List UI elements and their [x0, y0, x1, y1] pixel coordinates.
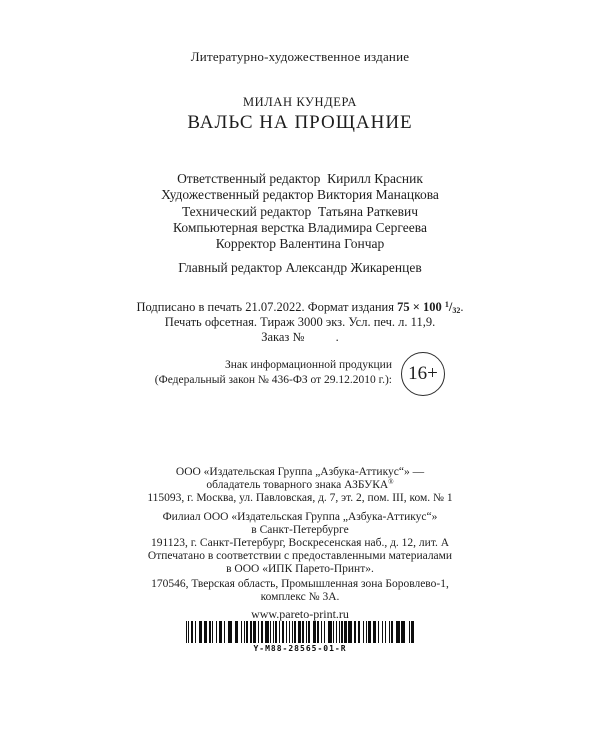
staff-line-art-editor: Художественный редактор Виктория Манацкова: [161, 187, 439, 203]
registered-trademark-symbol: ®: [388, 477, 394, 486]
print-info-block: [0, 300, 600, 345]
author-name: МИЛАН КУНДЕРА: [242, 95, 358, 109]
printing-address-line1: 170546, Тверская область, Промышленная зона Боровлево-1,: [151, 578, 449, 590]
publisher-company-name: ООО «Издательская Группа „Азбука-Аттикус“» —: [175, 466, 425, 478]
barcode-value: Y-M88-28565-01-R: [253, 644, 347, 653]
publisher-trademark-text: обладатель товарного знака АЗБУКА: [206, 478, 389, 491]
printing-address-block: [0, 578, 600, 604]
printing-statement-line: Отпечатано в соответствии с предоставленными материалами: [147, 550, 453, 562]
age-rating-badge: 16+: [401, 352, 445, 396]
print-format-prefix: Подписано в печать 21.07.2022. Формат издания: [136, 300, 398, 314]
staff-line-technical-editor: Технический редактор Татьяна Раткевич: [181, 203, 419, 219]
format-fraction-denominator: 32: [452, 306, 461, 315]
printing-company-line: в ООО «ИПК Парето-Принт».: [226, 562, 374, 575]
format-fraction-slash: /: [448, 300, 453, 314]
publisher-moscow-address: 115093, г. Москва, ул. Павловская, д. 7, эт. 2, пом. III, ком. № 1: [147, 491, 453, 504]
age-mark-line1: Знак информационной продукции: [225, 359, 392, 371]
branch-name-line: Филиал ООО «Издательская Группа „Азбука-Аттикус“»: [162, 511, 438, 523]
printer-website-url: www.pareto-print.ru: [251, 607, 349, 621]
barcode-bars: [186, 621, 414, 643]
print-format-period: .: [460, 300, 464, 314]
publisher-branch-block: [0, 511, 600, 550]
chief-editor-line: Главный редактор Александр Жикаренцев: [178, 260, 422, 275]
staff-line-managing-editor: Ответственный редактор Кирилл Красник: [177, 171, 423, 186]
print-format-line: [0, 300, 600, 315]
book-title: ВАЛЬС НА ПРОЩАНИЕ: [187, 112, 413, 133]
staff-line-proofreader: Корректор Валентина Гончар: [215, 236, 385, 252]
publisher-company-block: [0, 466, 600, 505]
order-number-line: Заказ № .: [261, 330, 339, 344]
printing-house-block: [0, 550, 600, 576]
age-mark-text: [155, 358, 392, 388]
print-run-line: Печать офсетная. Тираж 3000 экз. Усл. печ. л. 11,9.: [164, 315, 436, 329]
branch-address-line: 191123, г. Санкт-Петербург, Воскресенская наб., д. 12, лит. А: [150, 536, 450, 549]
staff-credits: [0, 171, 600, 252]
print-format-size: 75 × 100: [397, 300, 445, 314]
age-mark-line2: (Федеральный закон № 436-ФЗ от 29.12.2010 г.):: [154, 374, 392, 386]
publisher-trademark-line: [0, 479, 600, 492]
staff-line-layout: Компьютерная верстка Владимира Сергеева: [173, 219, 427, 235]
branch-city-line: в Санкт-Петербурге: [251, 523, 349, 536]
format-fraction-numerator: 1: [444, 300, 449, 309]
printing-address-line2: комплекс № 3А.: [260, 590, 340, 603]
edition-type-label: Литературно-художественное издание: [190, 49, 410, 64]
barcode-block: [0, 621, 600, 653]
